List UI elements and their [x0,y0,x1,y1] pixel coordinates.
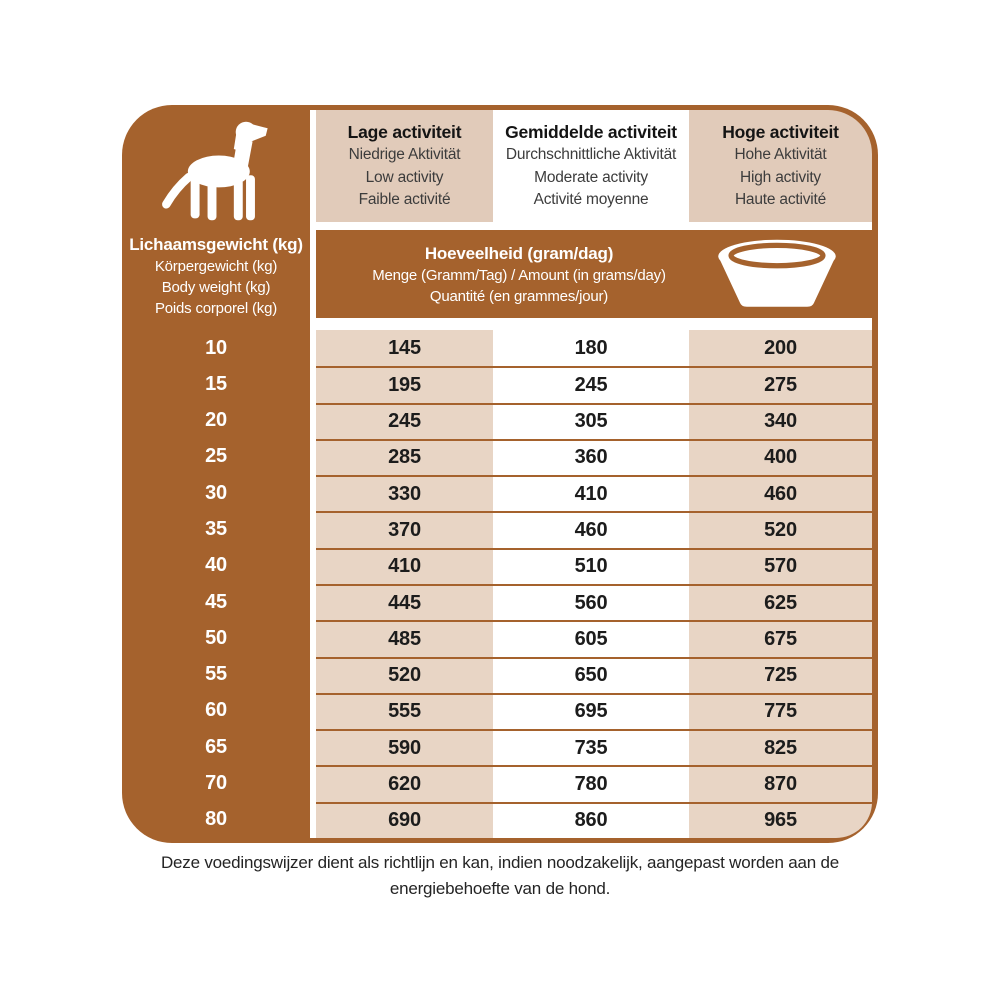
moderate-activity-cell: 245 [493,366,689,402]
high-activity-cell: 520 [689,511,872,547]
weight-column-title: Lichaamsgewicht (kg) [129,235,303,254]
moderate-activity-cell: 735 [493,729,689,765]
amount-header-band [316,230,872,318]
footer-note [0,850,1000,902]
low-activity-cell: 620 [316,765,493,801]
high-activity-cell: 400 [689,439,872,475]
high-activity-cell: 775 [689,693,872,729]
weight-cell: 35 [205,518,227,541]
row-divider [316,318,872,330]
moderate-activity-cell: 650 [493,657,689,693]
column-header-moderate-activity [493,110,689,222]
column-subtitle: Durchschnittliche Aktivität [505,146,677,164]
weight-cell: 50 [205,626,227,649]
column-subtitle: Activité moyenne [533,191,649,209]
moderate-activity-cell: 860 [493,802,689,838]
weight-column-subtitle: Body weight (kg) [161,279,271,296]
weight-cell: 65 [205,735,227,758]
amount-subtitle: Quantité (en grammes/jour) [429,287,609,305]
weight-column-subtitle: Poids corporel (kg) [154,300,278,317]
amount-header-text [316,242,682,307]
low-activity-cell: 285 [316,439,493,475]
moderate-activity-cell: 780 [493,765,689,801]
moderate-activity-cell: 605 [493,620,689,656]
weight-cell: 25 [205,445,227,468]
column-subtitle: Haute activité [734,191,827,209]
low-activity-cell: 195 [316,366,493,402]
column-title: Lage activiteit [347,122,462,143]
moderate-activity-cell: 360 [493,439,689,475]
dog-illustration [122,110,310,222]
amount-subtitle: Menge (Gramm/Tag) / Amount (in grams/day) [372,266,666,284]
dog-silhouette-icon [155,117,277,225]
high-activity-cell: 825 [689,729,872,765]
column-subtitle: Moderate activity [534,168,648,186]
column-title: Hoge activiteit [722,122,839,143]
amount-title: Hoeveelheid (gram/dag) [424,243,614,263]
high-activity-cell: 275 [689,366,872,402]
weight-cell: 55 [205,663,227,686]
weight-cell: 30 [205,481,227,504]
high-activity-cell: 200 [689,330,872,366]
column-subtitle: Faible activité [358,191,451,209]
high-activity-cell: 965 [689,802,872,838]
moderate-activity-cell: 305 [493,403,689,439]
column-subtitle: Niedrige Aktivität [348,146,461,164]
dog-bowl-icon [713,238,841,310]
weight-cell: 80 [205,808,227,831]
moderate-activity-cell: 695 [493,693,689,729]
low-activity-cell: 410 [316,548,493,584]
column-header-low-activity [316,110,493,222]
high-activity-cell: 460 [689,475,872,511]
low-activity-cell: 445 [316,584,493,620]
low-activity-cell: 245 [316,403,493,439]
footer-text: Deze voedingswijzer dient als richtlijn en kan, indien noodzakelijk, aangepast worden aan de energiebehoefte van de hond. [160,853,840,898]
weight-cell: 45 [205,590,227,613]
low-activity-cell: 370 [316,511,493,547]
weight-cell: 70 [205,772,227,795]
weight-cell: 40 [205,554,227,577]
high-activity-cell: 340 [689,403,872,439]
weight-column-header [122,222,310,330]
low-activity-cell: 145 [316,330,493,366]
high-activity-cell: 570 [689,548,872,584]
feeding-guide-table [122,105,878,843]
low-activity-cell: 520 [316,657,493,693]
low-activity-cell: 485 [316,620,493,656]
low-activity-cell: 690 [316,802,493,838]
column-subtitle: Low activity [365,168,444,186]
low-activity-cell: 555 [316,693,493,729]
high-activity-cell: 625 [689,584,872,620]
high-activity-cell: 870 [689,765,872,801]
bowl-illustration [682,238,872,310]
row-divider [316,222,872,230]
low-activity-cell: 330 [316,475,493,511]
weight-cell: 20 [205,409,227,432]
column-title: Gemiddelde activiteit [505,122,677,143]
column-subtitle: High activity [740,168,821,186]
moderate-activity-cell: 510 [493,548,689,584]
column-subtitle: Hohe Aktivität [734,146,827,164]
moderate-activity-cell: 410 [493,475,689,511]
moderate-activity-cell: 180 [493,330,689,366]
high-activity-cell: 675 [689,620,872,656]
low-activity-cell: 590 [316,729,493,765]
high-activity-cell: 725 [689,657,872,693]
weight-cell: 15 [205,372,227,395]
column-header-high-activity [689,110,872,222]
weight-column-subtitle: Körpergewicht (kg) [154,258,278,275]
weight-cell: 60 [205,699,227,722]
weight-cell: 10 [205,336,227,359]
moderate-activity-cell: 460 [493,511,689,547]
moderate-activity-cell: 560 [493,584,689,620]
